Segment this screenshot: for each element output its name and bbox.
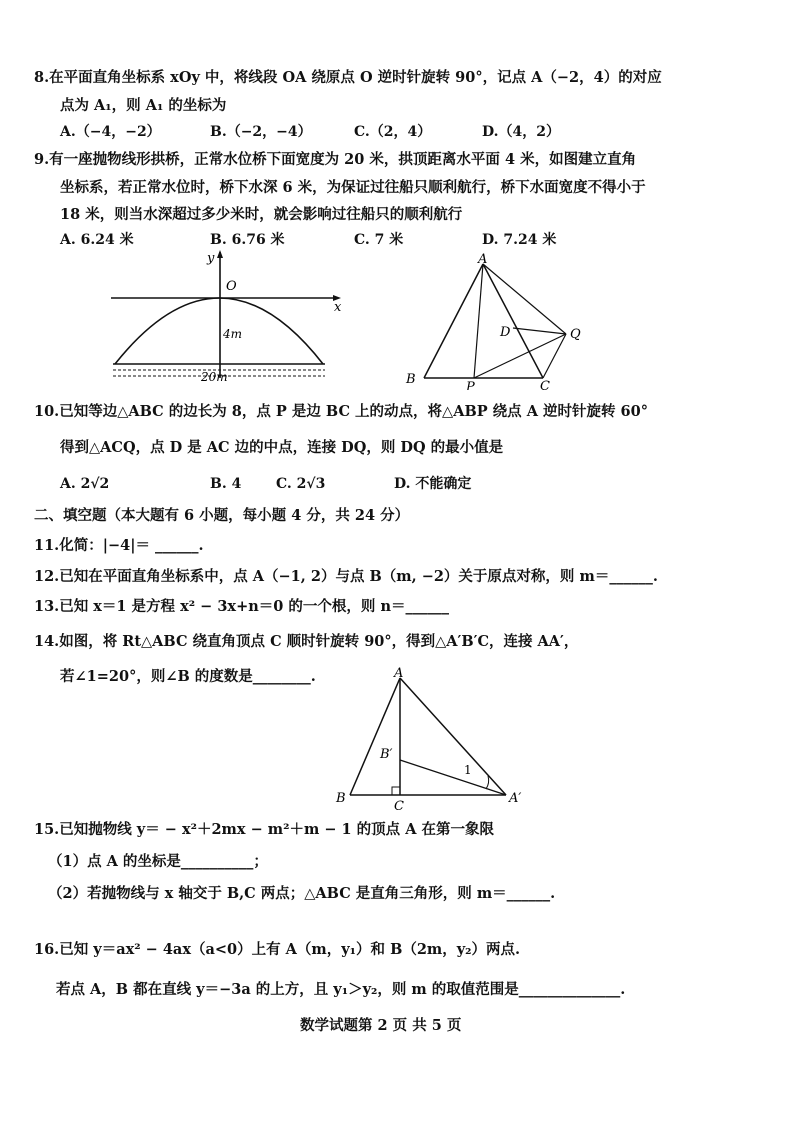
- label-b: B: [406, 372, 416, 387]
- edge-pq: [474, 334, 566, 378]
- q10-option-c: C. 2√3: [276, 476, 326, 492]
- q15-line2: （1）点 A 的坐标是__________；: [48, 853, 268, 870]
- q9-line3: 18 米，则当水深超过多少米时，就会影响过往船只的顺利航行: [60, 206, 463, 223]
- edge-dq: [513, 328, 566, 334]
- q8-option-c: C.（2，4）: [354, 124, 432, 140]
- q15-line1: 15.已知抛物线 y＝ − x²＋2mx − m²＋m − 1 的顶点 A 在第一象限: [34, 821, 495, 838]
- page-footer: 数学试题第 2 页 共 5 页: [300, 1017, 462, 1034]
- label-c: C: [394, 799, 404, 812]
- q8-line2: 点为 A₁，则 A₁ 的坐标为: [60, 97, 227, 114]
- q9-line2: 坐标系，若正常水位时，桥下水深 6 米，为保证过往船只顺利航行，桥下水面宽度不得小于: [60, 179, 646, 196]
- origin-label: O: [226, 279, 237, 294]
- q9-option-c: C. 7 米: [354, 232, 404, 248]
- q16-line1: 16.已知 y＝ax² − 4ax（a<0）上有 A（m，y₁）和 B（2m，y₂）两点.: [34, 941, 521, 958]
- q16-line2: 若点 A，B 都在直线 y＝−3a 的上方，且 y₁＞y₂，则 m 的取值范围是______________.: [56, 981, 626, 998]
- label-b-prime: B′: [380, 747, 393, 762]
- bridge-figure: [105, 248, 345, 388]
- x-axis-label: x: [334, 300, 342, 315]
- q10-option-b: B. 4: [210, 476, 242, 492]
- q9-line1: 9.有一座抛物线形拱桥，正常水位桥下面宽度为 20 米，拱顶距离水平面 4 米，如图建立直角: [34, 151, 637, 168]
- label-a: A: [478, 252, 488, 267]
- arch-parabola: [115, 298, 323, 364]
- right-angle-mark: [392, 787, 400, 795]
- edge-ap: [474, 264, 483, 378]
- height-label: 4m: [223, 327, 243, 341]
- edge-cq: [543, 334, 566, 378]
- edge-ab: [424, 264, 483, 378]
- q10-line2: 得到△ACQ，点 D 是 AC 边的中点，连接 DQ，则 DQ 的最小值是: [60, 439, 504, 456]
- label-angle-1: 1: [464, 763, 472, 777]
- q13-text: 13.已知 x＝1 是方程 x² − 3x+n＝0 的一个根，则 n＝______: [34, 598, 449, 615]
- q11-text: 11.化简：|−4|＝ ______.: [34, 537, 204, 554]
- q9-option-a: A. 6.24 米: [60, 232, 134, 248]
- rotation-triangle-figure: [398, 250, 598, 390]
- q10-line1: 10.已知等边△ABC 的边长为 8，点 P 是边 BC 上的动点，将△ABP 绕点 A 逆时针旋转 60°: [34, 403, 648, 420]
- q12-text: 12.已知在平面直角坐标系中，点 A（−1, 2）与点 B（m, −2）关于原点对称，则 m＝______.: [34, 568, 658, 585]
- q14-line1: 14.如图，将 Rt△ABC 绕直角顶点 C 顺时针旋转 90°，得到△A′B′C，连接 AA′，: [34, 633, 579, 650]
- q10-option-d: D. 不能确定: [394, 476, 472, 492]
- label-d: D: [500, 325, 511, 340]
- y-axis-arrow: [217, 250, 223, 258]
- y-axis-label: y: [207, 251, 215, 266]
- edge-ab: [350, 678, 400, 795]
- q10-option-a: A. 2√2: [60, 476, 110, 492]
- q9-option-d: D. 7.24 米: [482, 232, 557, 248]
- angle-1-arc: [486, 776, 489, 789]
- q8-option-d: D.（4，2）: [482, 124, 560, 140]
- label-a: A: [394, 666, 404, 681]
- label-a-prime: A′: [509, 791, 522, 806]
- q8-line1: 8.在平面直角坐标系 xOy 中，将线段 OA 绕原点 O 逆时针旋转 90°，记点 A（−2，4）的对应: [34, 69, 662, 86]
- label-q: Q: [570, 327, 581, 342]
- label-c: C: [540, 379, 550, 390]
- edge-aq: [483, 264, 566, 334]
- q8-option-b: B.（−2，−4）: [210, 124, 312, 140]
- section-title: 二、填空题（本大题有 6 小题，每小题 4 分，共 24 分）: [34, 507, 410, 524]
- q15-line3: （2）若抛物线与 x 轴交于 B,C 两点；△ABC 是直角三角形，则 m＝______.: [48, 885, 556, 902]
- edge-ac: [483, 264, 543, 378]
- label-p: P: [466, 380, 475, 390]
- q9-option-b: B. 6.76 米: [210, 232, 285, 248]
- label-b: B: [336, 791, 346, 806]
- right-triangle-figure: [330, 662, 540, 812]
- q8-option-a: A.（−4，−2）: [60, 124, 161, 140]
- q14-line2: 若∠1=20°，则∠B 的度数是________.: [60, 668, 316, 685]
- width-label: 20m: [201, 370, 228, 384]
